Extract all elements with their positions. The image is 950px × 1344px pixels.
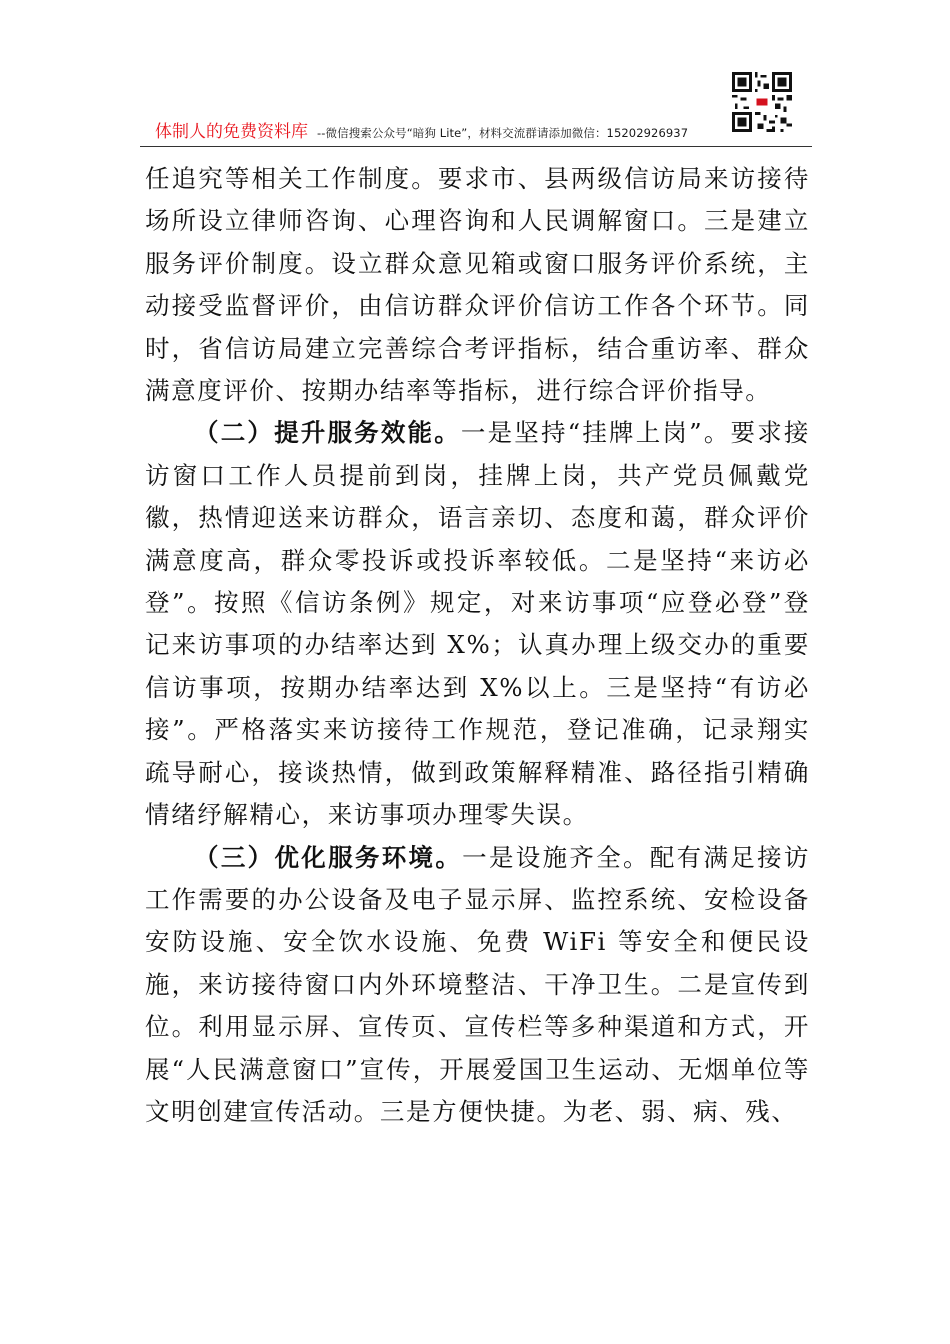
brand-title: 体制人的免费资料库 — [155, 122, 308, 142]
paragraph-text: 一是设施齐全。配有满足接访工作需要的办公设备及电子显示屏、监控系统、安检设备安防设施、安全饮水设施、免费 WiFi 等安全和便民设施，来访接待窗口内外环境整洁、干净卫生。二是宣传到位。利用显示屏、宣传页、宣传栏等多种渠道和方式，开展“人民满意窗口”宣传，开展爱国卫生运动、无烟单位等文明创建宣传活动。三是方便快捷。为老、弱、病、残、 — [145, 842, 810, 1126]
paragraph-text: 一是坚持“挂牌上岗”。要求接访窗口工作人员提前到岗，挂牌上岗，共产党员佩戴党徽，热情迎送来访群众，语言亲切、态度和蔼，群众评价满意度高，群众零投诉或投诉率较低。二是坚持“来访必登”。按照《信访条例》规定，对来访事项“应登必登”登记来访事项的办结率达到 X%；认真办理上级交办的重要信访事项，按期办结率达到 X%以上。三是坚持“有访必接”。严格落实来访接待工作规范，登记准确，记录翔实疏导耐心，接谈热情，做到政策解释精准、路径指引精确情绪纾解精心，来访事项办理零失误。 — [145, 418, 810, 830]
paragraph-text: 任追究等相关工作制度。要求市、县两级信访局来访接待场所设立律师咨询、心理咨询和人民调解窗口。三是建立服务评价制度。设立群众意见箱或窗口服务评价系统，主动接受监督评价，由信访群众评价信访工作各个环节。同时，省信访局建立完善综合考评指标，结合重访率、群众满意度评价、按期办结率等指标，进行综合评价指导。 — [145, 164, 810, 406]
header-tagline: --微信搜索公众号“暗狗 Lite”，材料交流群请添加微信：15202926937 — [317, 126, 689, 140]
header-divider — [140, 146, 812, 147]
section-heading-2: （二）提升服务效能。 — [194, 418, 461, 448]
document-body — [145, 158, 810, 1133]
qr-code-icon — [732, 72, 792, 132]
paragraph-service-environment — [145, 837, 810, 1134]
page-header — [140, 118, 812, 146]
paragraph-continuation — [145, 158, 810, 412]
section-heading-3: （三）优化服务环境。 — [194, 842, 463, 872]
paragraph-service-efficiency — [145, 412, 810, 836]
